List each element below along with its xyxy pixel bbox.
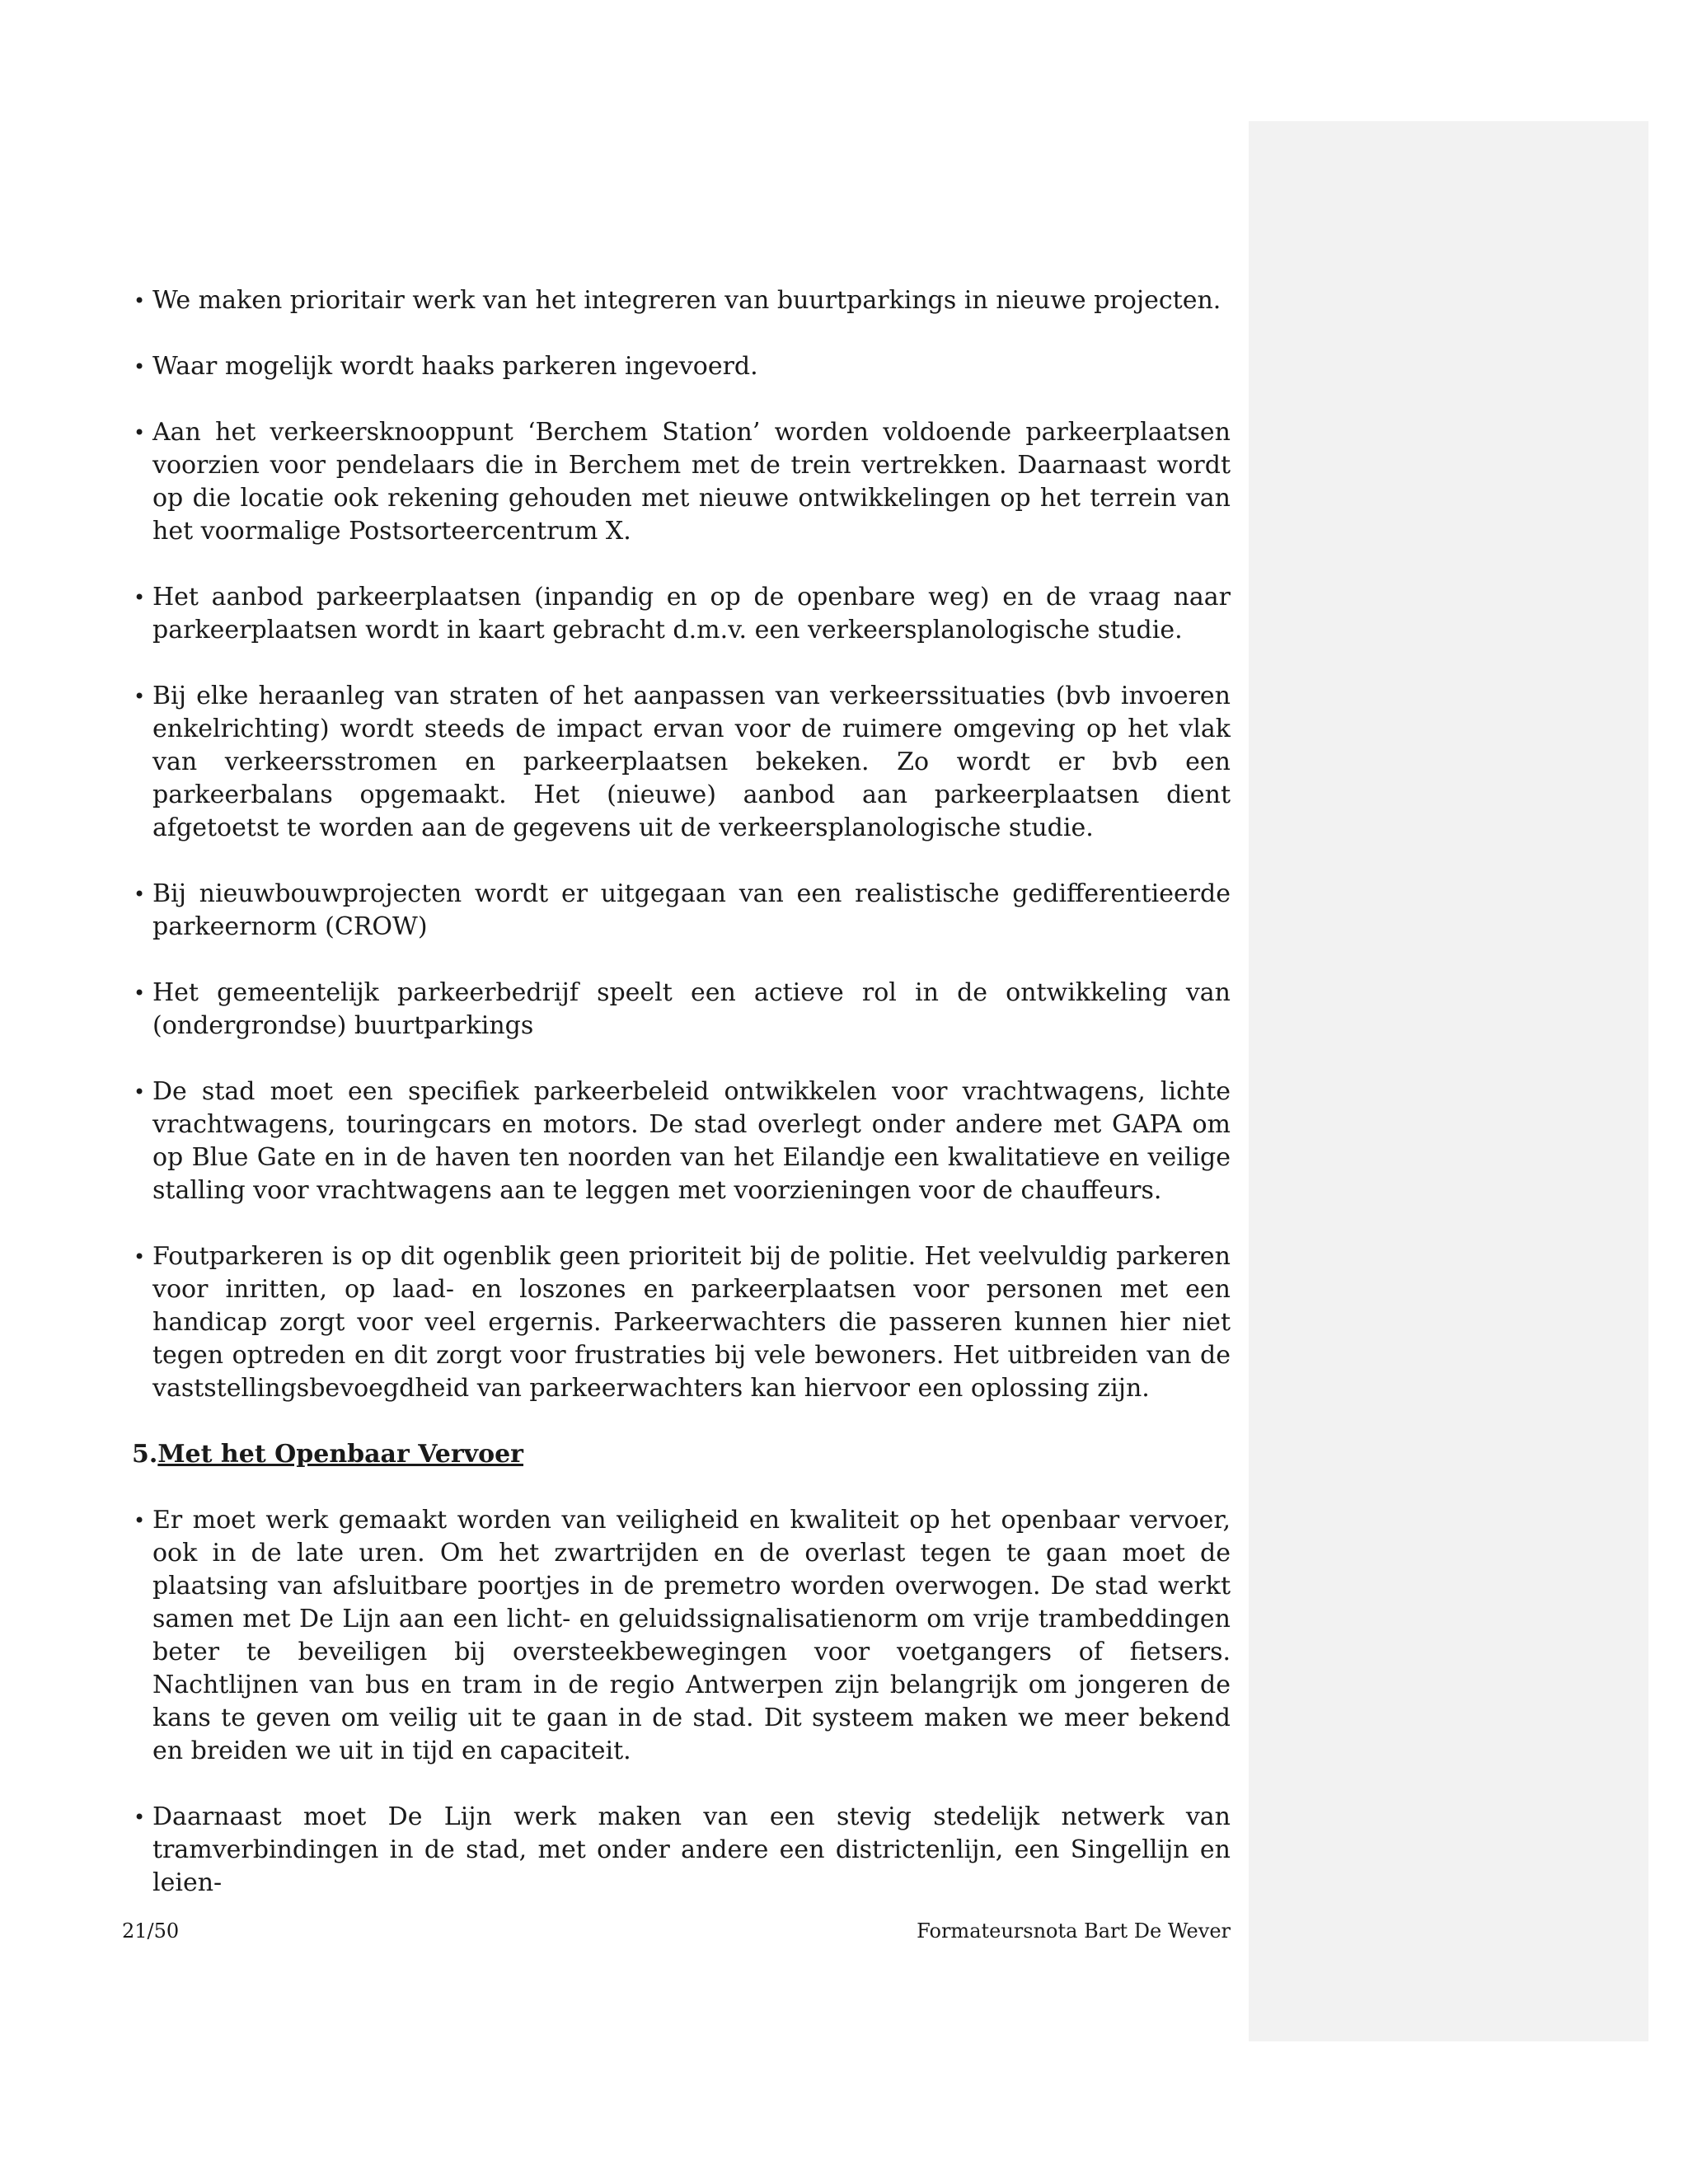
document-title: Formateursnota Bart De Wever [917,1919,1231,1943]
section-title: Met het Openbaar Vervoer [157,1440,523,1469]
list-item-text: Er moet werk gemaakt worden van veiligheid en kwaliteit op het openbaar vervoer, ook in de late uren. Om het zwartrijden en de overlast tegen te gaan moet de plaatsing van afsluitbare poortjes in de premetro worden overwogen. De stad werkt samen met De Lijn aan een licht- en geluidssignalisatienorm om vrije trambeddingen beter te beveiligen bij oversteekbewegingen voor voetgangers of fietsers. Nachtlijnen van bus en tram in de regio Antwerpen zijn belangrijk om jongeren de kans te geven om veilig uit te gaan in de stad. Dit systeem maken we meer bekend en breiden we uit in tijd en capaciteit. [152,1506,1231,1765]
list-item [132,680,1231,845]
list-item [132,878,1231,944]
comment-margin-pane [1249,121,1648,2041]
bullet-icon: • [134,883,146,906]
bullet-icon: • [134,289,146,312]
page-number: 21/50 [122,1919,180,1943]
bullet-icon: • [134,586,146,609]
list-item-text: Het aanbod parkeerplaatsen (inpandig en op de openbare weg) en de vraag naar parkeerplaatsen wordt in kaart gebracht d.m.v. een verkeersplanologische studie. [152,583,1231,644]
list-item-text: Bij elke heraanleg van straten of het aanpassen van verkeerssituaties (bvb invoeren enkelrichting) wordt steeds de impact ervan voor de ruimere omgeving op het vlak van verkeersstromen en parkeerplaatsen bekeken. Zo wordt er bvb een parkeerbalans opgemaakt. Het (nieuwe) aanbod aan parkeerplaatsen dient afgetoetst te worden aan de gegevens uit de verkeersplanologische studie. [152,682,1231,842]
page-footer [122,1918,1231,1944]
bullet-icon: • [134,1509,146,1532]
list-item [132,977,1231,1043]
list-item-text: Foutparkeren is op dit ogenblik geen prioriteit bij de politie. Het veelvuldig parkeren voor inritten, op laad- en loszones en parkeerplaatsen voor personen met een handicap zorgt voor veel ergernis. Parkeerwachters die passeren kunnen hier niet tegen optreden en dit zorgt voor frustraties bij vele bewoners. Het uitbreiden van de vaststellingsbevoegdheid van parkeerwachters kan hiervoor een oplossing zijn. [152,1242,1231,1403]
bullet-icon: • [134,421,146,444]
list-item-text: Bij nieuwbouwprojecten wordt er uitgegaan van een realistische gedifferentieerde parkeernorm (CROW) [152,879,1231,941]
section-heading [132,1438,1231,1471]
list-item [132,350,1231,383]
bullet-icon: • [134,355,146,378]
list-item-text: We maken prioritair werk van het integreren van buurtparkings in nieuwe projecten. [152,286,1221,315]
bullet-icon: • [134,1806,146,1829]
bullet-icon: • [134,982,146,1005]
bullet-icon: • [134,1080,146,1104]
list-item-text: De stad moet een specifiek parkeerbeleid ontwikkelen voor vrachtwagens, lichte vrachtwagens, touringcars en motors. De stad overlegt onder andere met GAPA om op Blue Gate en in de haven ten noorden van het Eilandje een kwalitatieve en veilige stalling voor vrachtwagens aan te leggen met voorzieningen voor de chauffeurs. [152,1077,1231,1205]
list-item-text: Aan het verkeersknooppunt ‘Berchem Station’ worden voldoende parkeerplaatsen voorzien voor pendelaars die in Berchem met de trein vertrekken. Daarnaast wordt op die locatie ook rekening gehouden met nieuwe ontwikkelingen op het terrein van het voormalige Postsorteercentrum X. [152,418,1231,546]
list-item-text: Daarnaast moet De Lijn werk maken van een stevig stedelijk netwerk van tramverbindingen in de stad, met onder andere een districtenlijn, een Singellijn en leien- [152,1802,1231,1897]
list-item [132,284,1231,317]
list-item [132,1801,1231,1900]
list-item [132,416,1231,548]
list-item [132,581,1231,647]
bullet-icon: • [134,685,146,708]
document-body [132,284,1231,1900]
list-item-text: Het gemeentelijk parkeerbedrijf speelt een actieve rol in de ontwikkeling van (ondergrondse) buurtparkings [152,978,1231,1040]
list-item [132,1076,1231,1207]
list-item [132,1504,1231,1768]
list-item-text: Waar mogelijk wordt haaks parkeren ingevoerd. [152,352,758,381]
list-item [132,1240,1231,1405]
section-number: 5. [132,1440,158,1469]
bullet-icon: • [134,1245,146,1268]
